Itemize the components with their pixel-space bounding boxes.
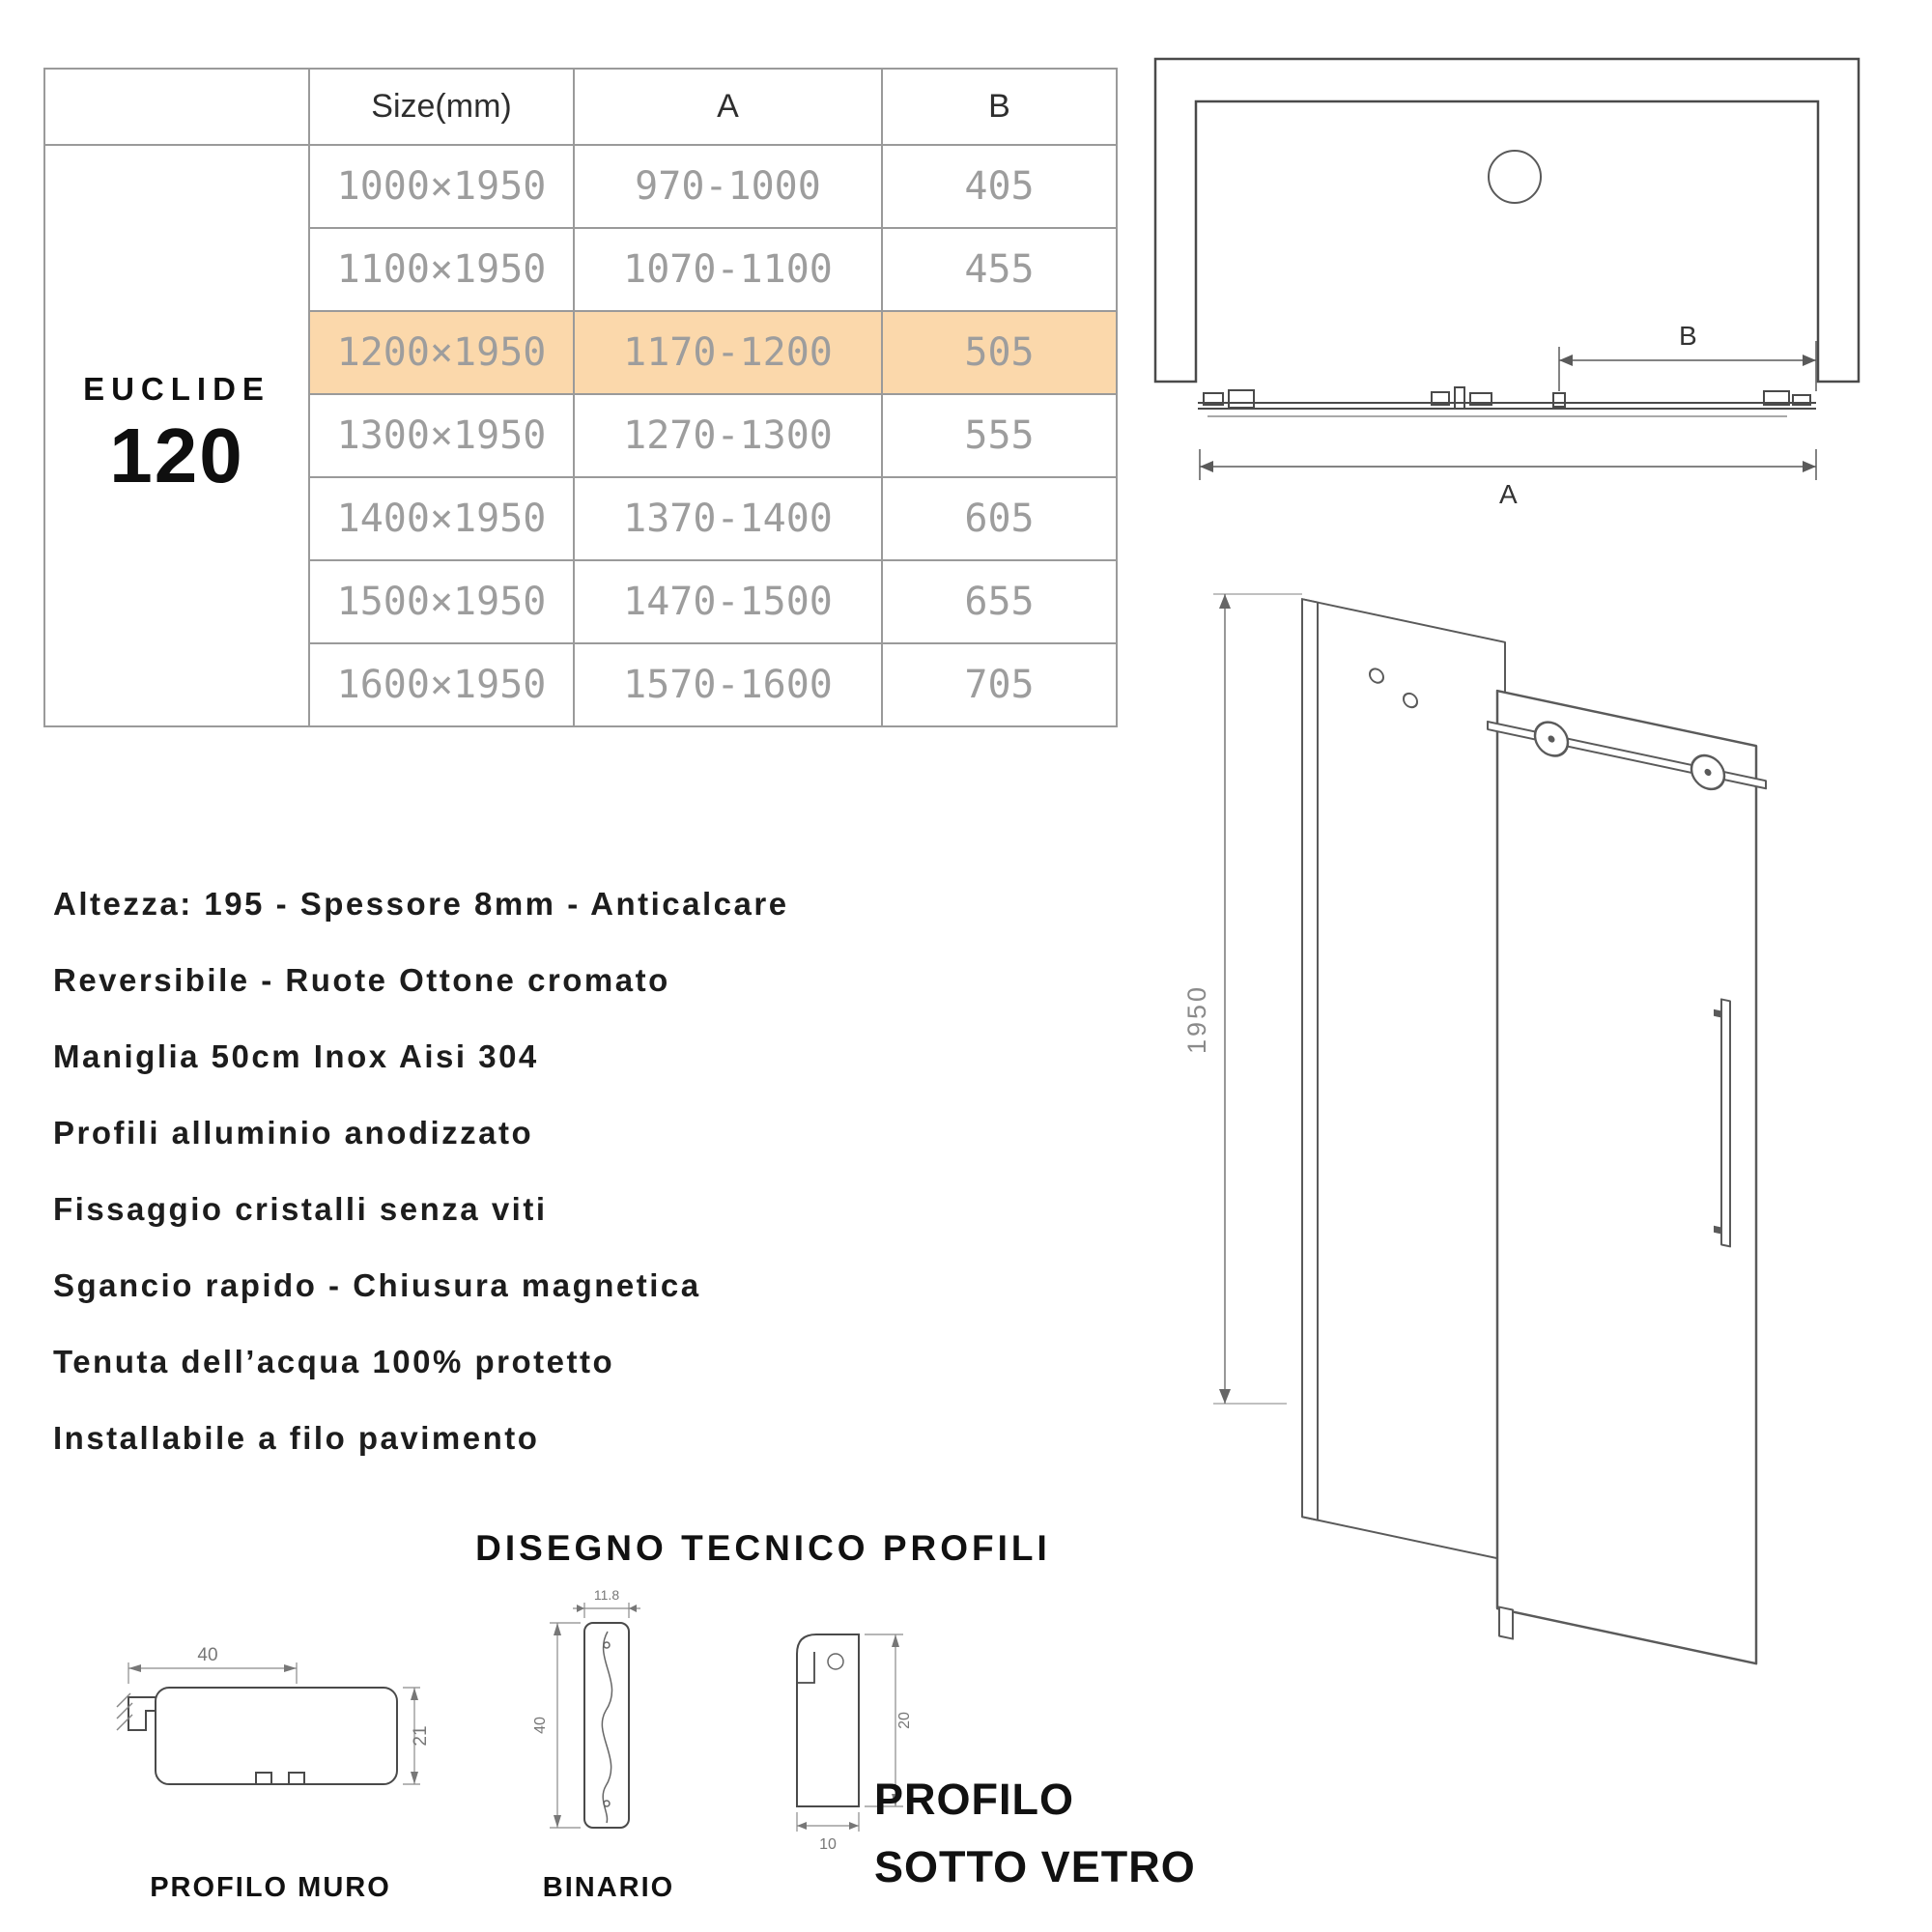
feature-line: Fissaggio cristalli senza viti: [53, 1191, 548, 1227]
feature-list: [53, 866, 789, 1476]
cell-b: 555: [882, 394, 1117, 477]
dim-a-arrow-left: [1200, 461, 1213, 472]
size-table: [43, 68, 1118, 727]
glass-bolt-icon: [1370, 668, 1383, 684]
empty-header-cell: [44, 69, 309, 145]
dim-arrow: [849, 1822, 859, 1830]
dim-arrow: [554, 1815, 561, 1828]
binario-dim-width-label: 11.8: [593, 1587, 620, 1603]
dim-b-label: B: [1679, 321, 1697, 351]
muro-dim-width: [128, 1662, 297, 1684]
binario-inner-channel: [602, 1632, 611, 1823]
bottom-guide: [1499, 1607, 1513, 1639]
binario-dim-height: [550, 1623, 581, 1828]
col-header-size: Size(mm): [309, 69, 574, 145]
screw-channel: [604, 1642, 610, 1648]
product-size: 120: [109, 412, 244, 498]
dim-a-arrow-right: [1803, 461, 1816, 472]
dim-a-label: A: [1499, 479, 1518, 509]
dim-arrow: [629, 1605, 637, 1612]
sliding-panel-glass: [1497, 691, 1756, 1663]
label-profilo-sotto-vetro: [874, 1766, 1196, 1901]
cell-a: 1470-1500: [574, 560, 882, 643]
cell-size: 1300×1950: [309, 394, 574, 477]
muro-profile-outline: [128, 1688, 397, 1784]
height-dimension: [1182, 594, 1302, 1404]
dim-arrow: [411, 1772, 418, 1784]
label-sotto-line2: SOTTO VETRO: [874, 1841, 1196, 1891]
wall-hatch: [117, 1693, 132, 1730]
cell-a: 1570-1600: [574, 643, 882, 726]
cell-b: 655: [882, 560, 1117, 643]
label-profilo-muro: PROFILO MURO: [150, 1872, 391, 1903]
dim-b-arrow-right: [1803, 355, 1816, 366]
feature-line: Maniglia 50cm Inox Aisi 304: [53, 1038, 539, 1074]
feature-line: Tenuta dell’acqua 100% protetto: [53, 1344, 615, 1379]
cell-a: 1170-1200: [574, 311, 882, 394]
binario-profile-outline: [584, 1623, 629, 1828]
feature-line: Reversibile - Ruote Ottone cromato: [53, 962, 670, 998]
top-view-drawing: [1150, 53, 1864, 507]
cell-size: 1000×1950: [309, 145, 574, 228]
cell-b: 405: [882, 145, 1117, 228]
dimension-a: [1200, 449, 1816, 480]
feature-line: Profili alluminio anodizzato: [53, 1115, 534, 1151]
cell-b: 705: [882, 643, 1117, 726]
binario-drawing: [534, 1589, 679, 1855]
feature-line: Sgancio rapido - Chiusura magnetica: [53, 1267, 701, 1303]
height-dim-label: 1950: [1182, 983, 1211, 1055]
screw-channel: [604, 1801, 610, 1806]
table-header-row: [44, 69, 1117, 145]
sotto-dim-width-label: 10: [819, 1836, 837, 1853]
cell-b: 455: [882, 228, 1117, 311]
glass-bolt-icon: [1404, 693, 1417, 709]
cell-b: 605: [882, 477, 1117, 560]
cell-a: 970-1000: [574, 145, 882, 228]
glass-slot: [797, 1652, 814, 1683]
dim-arrow: [128, 1664, 141, 1672]
table-row: [44, 145, 1117, 228]
drain-circle: [1489, 151, 1541, 203]
dim-arrow: [577, 1605, 584, 1612]
product-cell: [44, 145, 309, 726]
profilo-muro-drawing: [111, 1637, 430, 1869]
cell-a: 1070-1100: [574, 228, 882, 311]
muro-dim-height-label: 21: [411, 1725, 431, 1747]
sotto-dim-height-label: 20: [896, 1712, 913, 1729]
label-sotto-line1: PROFILO: [874, 1775, 1074, 1824]
cell-size: 1400×1950: [309, 477, 574, 560]
col-header-a: A: [574, 69, 882, 145]
profiles-section-title: DISEGNO TECNICO PROFILI: [475, 1528, 1051, 1568]
dim-arrow: [284, 1664, 297, 1672]
dim-arrow: [554, 1623, 561, 1635]
cell-size: 1500×1950: [309, 560, 574, 643]
cell-a: 1270-1300: [574, 394, 882, 477]
dim-arrow: [411, 1688, 418, 1700]
door-track: [1198, 387, 1816, 416]
fixed-panel-glass: [1302, 599, 1505, 1560]
dim-arrow: [797, 1822, 807, 1830]
screw-channel: [828, 1654, 843, 1669]
door-assembly: [1302, 599, 1766, 1692]
cell-b: 505: [882, 311, 1117, 394]
cell-a: 1370-1400: [574, 477, 882, 560]
cell-size: 1200×1950: [309, 311, 574, 394]
cell-size: 1600×1950: [309, 643, 574, 726]
binario-dim-height-label: 40: [532, 1717, 549, 1734]
front-view-drawing: [1179, 565, 1855, 1686]
label-binario: BINARIO: [542, 1872, 675, 1903]
binario-dim-width: [573, 1603, 640, 1618]
feature-line: Altezza: 195 - Spessore 8mm - Anticalcare: [53, 886, 789, 922]
dim-arrow: [892, 1634, 899, 1647]
feature-line: Installabile a filo pavimento: [53, 1420, 540, 1456]
cell-size: 1100×1950: [309, 228, 574, 311]
product-name: EUCLIDE: [83, 371, 270, 407]
col-header-b: B: [882, 69, 1117, 145]
wall-profile-bar: [1302, 599, 1318, 1520]
dim-b-arrow-left: [1559, 355, 1573, 366]
walls-outline: [1155, 59, 1859, 382]
muro-dim-width-label: 40: [197, 1645, 218, 1665]
